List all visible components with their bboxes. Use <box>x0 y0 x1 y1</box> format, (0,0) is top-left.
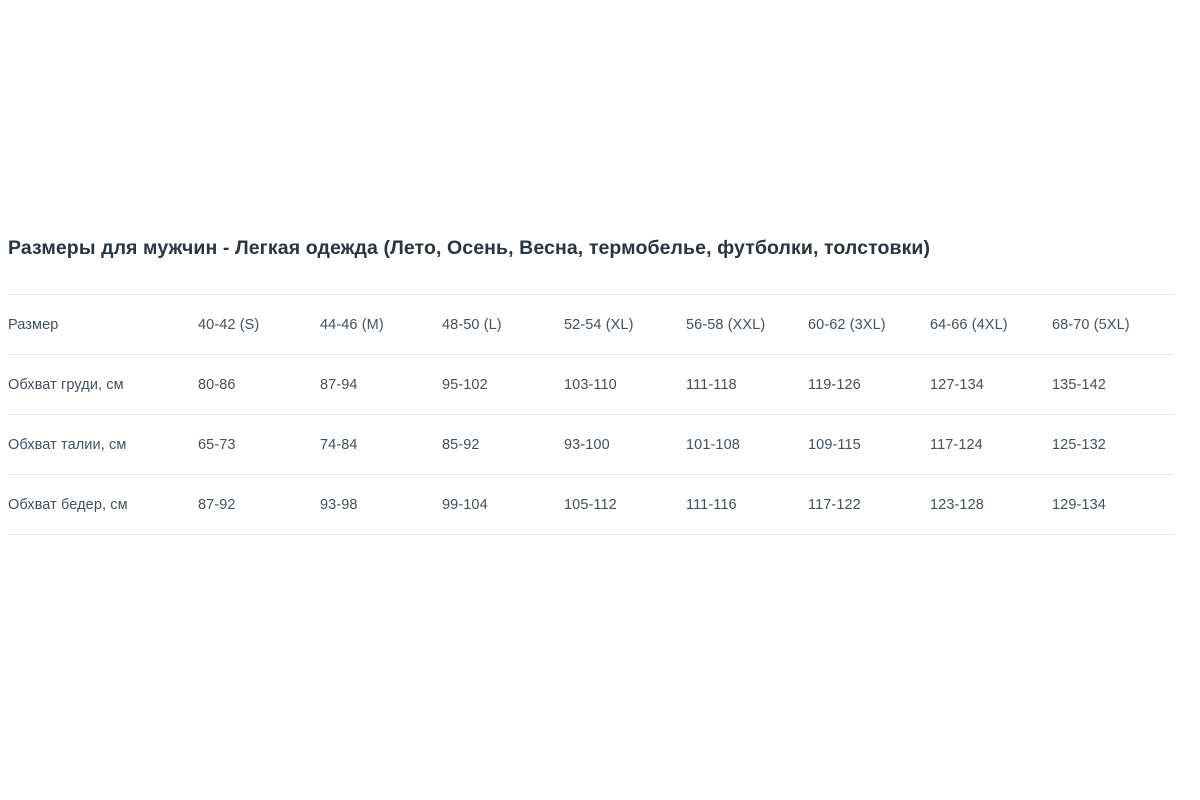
table-row <box>8 475 1174 535</box>
table-row-label: Обхват талии, см <box>8 415 198 475</box>
table-cell: 95-102 <box>442 355 564 415</box>
table-cell: 105-112 <box>564 475 686 535</box>
table-row-label: Обхват бедер, см <box>8 475 198 535</box>
table-body <box>8 355 1174 535</box>
table-cell: 85-92 <box>442 415 564 475</box>
table-row-label: Обхват груди, см <box>8 355 198 415</box>
table-column-header: 40-42 (S) <box>198 295 320 355</box>
table-corner-header: Размер <box>8 295 198 355</box>
table-cell: 74-84 <box>320 415 442 475</box>
table-cell: 109-115 <box>808 415 930 475</box>
table-column-header: 64-66 (4XL) <box>930 295 1052 355</box>
table-row <box>8 355 1174 415</box>
table-cell: 87-94 <box>320 355 442 415</box>
table-cell: 65-73 <box>198 415 320 475</box>
table-cell: 101-108 <box>686 415 808 475</box>
table-cell: 111-118 <box>686 355 808 415</box>
table-column-header: 44-46 (M) <box>320 295 442 355</box>
table-cell: 127-134 <box>930 355 1052 415</box>
table-cell: 117-122 <box>808 475 930 535</box>
size-table <box>8 294 1174 535</box>
table-column-header: 60-62 (3XL) <box>808 295 930 355</box>
table-row <box>8 415 1174 475</box>
table-cell: 111-116 <box>686 475 808 535</box>
page-title: Размеры для мужчин - Легкая одежда (Лето, Осень, Весна, термобелье, футболки, толстовки) <box>8 237 931 259</box>
table-column-header: 68-70 (5XL) <box>1052 295 1174 355</box>
table-cell: 125-132 <box>1052 415 1174 475</box>
size-chart-section <box>0 236 1200 535</box>
table-header-row <box>8 295 1174 355</box>
table-cell: 93-100 <box>564 415 686 475</box>
table-cell: 129-134 <box>1052 475 1174 535</box>
table-column-header: 52-54 (XL) <box>564 295 686 355</box>
table-cell: 119-126 <box>808 355 930 415</box>
table-cell: 93-98 <box>320 475 442 535</box>
table-column-header: 56-58 (XXL) <box>686 295 808 355</box>
table-cell: 123-128 <box>930 475 1052 535</box>
table-cell: 80-86 <box>198 355 320 415</box>
table-header <box>8 295 1174 355</box>
table-cell: 99-104 <box>442 475 564 535</box>
table-column-header: 48-50 (L) <box>442 295 564 355</box>
table-cell: 135-142 <box>1052 355 1174 415</box>
table-cell: 87-92 <box>198 475 320 535</box>
table-cell: 117-124 <box>930 415 1052 475</box>
table-cell: 103-110 <box>564 355 686 415</box>
